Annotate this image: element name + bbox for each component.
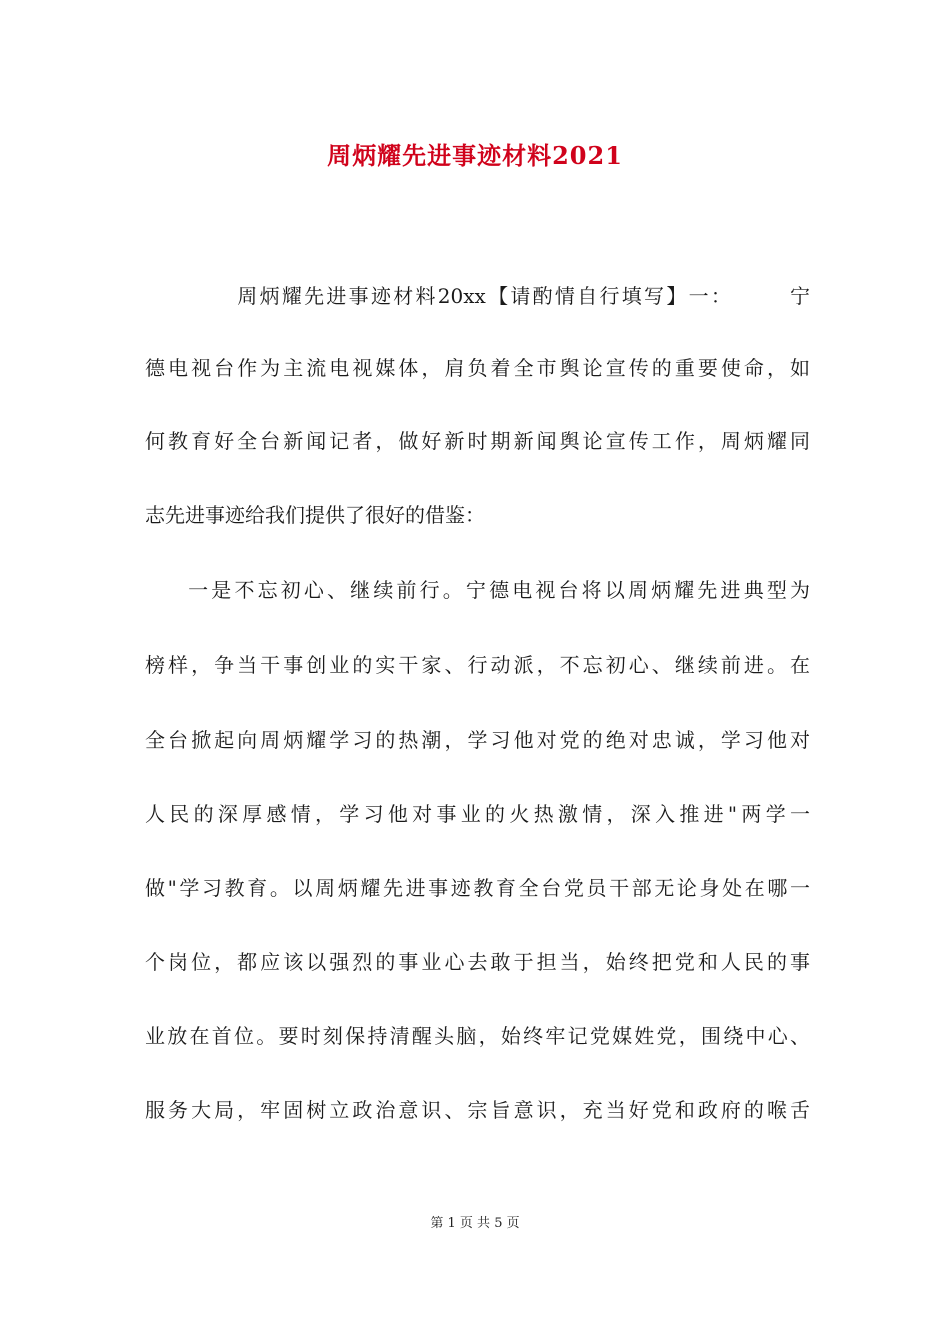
line-text: 周炳耀先进事迹材料20xx【请酌情自行填写】一： 宁 (235, 284, 810, 308)
paragraph-line: 人民的深厚感情，学习他对事业的火热激情，深入推进"两学一 (145, 802, 810, 826)
line-text: 一是不忘初心、继续前行。宁德电视台将以周炳耀先进典型为 (185, 578, 810, 602)
paragraph-line: 做"学习教育。以周炳耀先进事迹教育全台党员干部无论身处在哪一 (145, 876, 810, 900)
document-title: 周炳耀先进事迹材料2021 (327, 141, 623, 170)
paragraph-line: 业放在首位。要时刻保持清醒头脑，始终牢记党媒姓党，围绕中心、 (145, 1024, 810, 1048)
paragraph-line: 个岗位，都应该以强烈的事业心去敢于担当，始终把党和人民的事 (145, 950, 810, 974)
paragraph-line (145, 576, 810, 604)
page-number-footer: 第 1 页 共 5 页 (430, 1216, 520, 1231)
paragraph-line: 全台掀起向周炳耀学习的热潮，学习他对党的绝对忠诚，学习他对 (145, 728, 810, 752)
paragraph-line: 服务大局，牢固树立政治意识、宗旨意识，充当好党和政府的喉舌 (145, 1098, 810, 1122)
paragraph-line: 德电视台作为主流电视媒体，肩负着全市舆论宣传的重要使命，如 (145, 356, 810, 380)
paragraph-line: 志先进事迹给我们提供了很好的借鉴： (145, 503, 485, 527)
paragraph-line: 何教育好全台新闻记者，做好新时期新闻舆论宣传工作，周炳耀同 (145, 429, 810, 453)
paragraph-line (145, 282, 810, 310)
paragraph-line: 榜样，争当干事创业的实干家、行动派，不忘初心、继续前进。在 (145, 653, 810, 677)
